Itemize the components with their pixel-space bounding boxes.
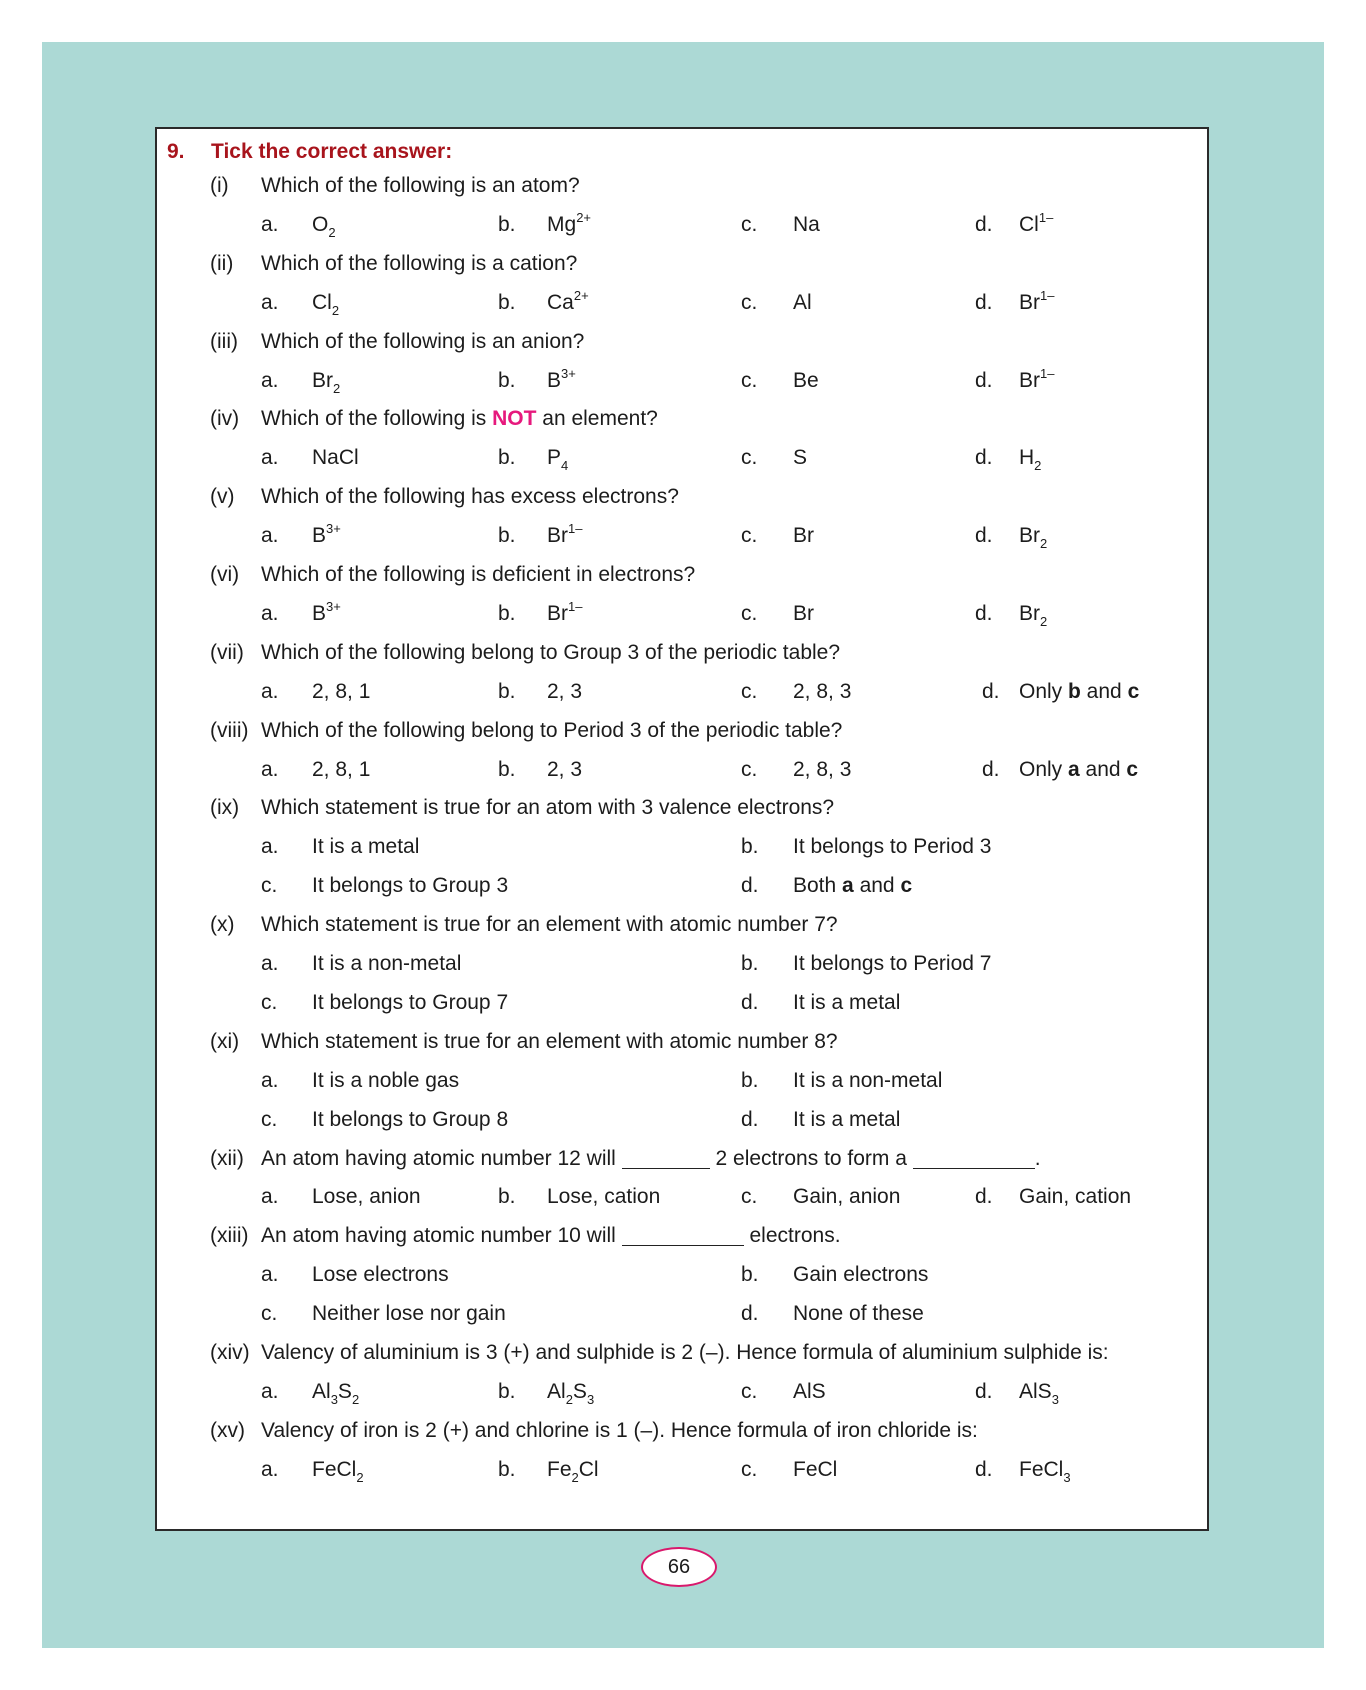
- option-letter: a.: [261, 1263, 279, 1287]
- option-text[interactable]: Br: [793, 524, 814, 548]
- option-text[interactable]: It is a noble gas: [312, 1068, 460, 1092]
- option-text[interactable]: $B^{3+}$: [312, 521, 341, 548]
- option-text[interactable]: Gain, anion: [793, 1185, 901, 1209]
- option-text[interactable]: S: [793, 446, 808, 470]
- option-text[interactable]: $Mg^{2+}$: [547, 209, 592, 236]
- option-text[interactable]: $Cl^{1-}$: [1019, 209, 1054, 236]
- option-text[interactable]: FeCl$_3$: [1019, 1457, 1071, 1485]
- options-row: [157, 599, 1207, 629]
- option-letter: a.: [261, 679, 279, 703]
- question-number: (x): [210, 913, 235, 937]
- option-text[interactable]: It belongs to Period 3: [793, 835, 992, 859]
- option-text[interactable]: It belongs to Period 7: [793, 952, 992, 975]
- question-number: (ix): [210, 796, 240, 820]
- option-text[interactable]: Al: [793, 290, 812, 314]
- options-row: [157, 949, 1207, 979]
- option-text[interactable]: Gain electrons: [793, 1263, 929, 1287]
- options-row: [157, 288, 1207, 318]
- option-letter: c.: [261, 1302, 278, 1326]
- option-text[interactable]: It belongs to Group 8: [312, 1107, 509, 1131]
- options-row: [157, 1299, 1207, 1329]
- option-text[interactable]: $H_2$: [1019, 446, 1042, 474]
- option-letter: c.: [261, 990, 278, 1014]
- option-letter: c.: [741, 212, 758, 236]
- question-number: (v): [210, 485, 235, 509]
- option-letter: b.: [741, 835, 759, 859]
- option-letter: a.: [261, 757, 279, 781]
- exercise-title: Tick the correct answer:: [211, 140, 453, 163]
- option-text[interactable]: AlS: [793, 1379, 826, 1403]
- option-text[interactable]: FeCl$_2$: [312, 1457, 364, 1485]
- exercise-number: 9.: [167, 140, 185, 163]
- question-number: (xiv): [210, 1341, 250, 1364]
- option-text[interactable]: Lose, anion: [312, 1185, 421, 1209]
- question-text: Which of the following is deficient in electrons?: [261, 563, 696, 586]
- option-letter: b.: [498, 290, 516, 314]
- option-letter: d.: [975, 601, 993, 625]
- option-text[interactable]: $B^{3+}$: [547, 365, 576, 392]
- option-letter: a.: [261, 952, 279, 975]
- option-text[interactable]: $Fe_2Cl$: [547, 1457, 599, 1485]
- option-text[interactable]: $P_4$: [547, 446, 569, 474]
- question-row: [157, 327, 1207, 357]
- option-text[interactable]: $Br^{1-}$: [1019, 287, 1055, 314]
- question-number: (xi): [210, 1029, 240, 1053]
- options-row: [157, 1105, 1207, 1135]
- option-text[interactable]: Neither lose nor gain: [312, 1302, 506, 1326]
- question-text: Which statement is true for an atom with 3 valence electrons?: [261, 796, 835, 820]
- option-letter: d.: [975, 446, 993, 470]
- question-number: (vi): [210, 563, 240, 586]
- option-text[interactable]: 2, 8, 1: [312, 679, 371, 703]
- option-letter: d.: [975, 290, 993, 314]
- option-text[interactable]: $Br^{1-}$: [547, 521, 583, 548]
- option-letter: d.: [741, 1302, 759, 1326]
- question-text: Which of the following belong to Group 3 of the periodic table?: [261, 640, 841, 664]
- question-number: (iii): [210, 329, 238, 353]
- option-letter: c.: [261, 874, 278, 898]
- options-row: [157, 210, 1207, 240]
- option-text[interactable]: $O_2$: [312, 212, 336, 240]
- option-letter: d.: [975, 1457, 993, 1481]
- question-row: [157, 1416, 1207, 1446]
- question-text: Which of the following has excess electrons?: [261, 485, 679, 509]
- question-row: [157, 249, 1207, 279]
- options-row: [157, 755, 1207, 785]
- page-number: 66: [641, 1547, 717, 1587]
- answer-blank[interactable]: [622, 1146, 710, 1169]
- options-row: [157, 1066, 1207, 1096]
- option-text[interactable]: 2, 3: [547, 757, 583, 781]
- option-text[interactable]: It belongs to Group 7: [312, 990, 509, 1014]
- option-text[interactable]: $Cl_2$: [312, 290, 340, 318]
- question-row: [157, 171, 1207, 201]
- question-text: Valency of aluminium is 3 (+) and sulphide is 2 (–). Hence formula of aluminium sulphide is:: [261, 1341, 1109, 1364]
- question-row: [157, 638, 1207, 668]
- option-letter: a.: [261, 524, 279, 548]
- question-text: Which of the following is NOT an element?: [261, 407, 658, 431]
- question-number: (iv): [210, 407, 240, 431]
- option-letter: b.: [498, 601, 516, 625]
- question-row: [157, 482, 1207, 512]
- option-text[interactable]: 2, 8, 3: [793, 757, 852, 781]
- option-letter: c.: [741, 757, 758, 781]
- question-text: Valency of iron is 2 (+) and chlorine is 1 (–). Hence formula of iron chloride is:: [261, 1418, 978, 1442]
- option-text[interactable]: Gain, cation: [1019, 1185, 1132, 1209]
- option-text[interactable]: $Br^{1-}$: [1019, 365, 1055, 392]
- option-letter: b.: [741, 1263, 759, 1287]
- question-number: (viii): [210, 718, 249, 742]
- option-letter: c.: [741, 679, 758, 703]
- option-text[interactable]: $Br_2$: [1019, 524, 1048, 552]
- option-letter: b.: [498, 212, 516, 236]
- option-text[interactable]: FeCl: [793, 1457, 838, 1481]
- option-text[interactable]: It is a metal: [793, 1107, 901, 1131]
- question-row: [157, 1027, 1207, 1057]
- question-text: An atom having atomic number 12 will 2 electrons to form a .: [261, 1146, 1041, 1170]
- options-row: [157, 832, 1207, 862]
- option-letter: d.: [741, 874, 759, 898]
- options-row: [157, 366, 1207, 396]
- options-row: [157, 1455, 1207, 1485]
- options-row: [157, 521, 1207, 551]
- question-text: Which of the following belong to Period 3 of the periodic table?: [261, 718, 843, 742]
- option-text[interactable]: Lose, cation: [547, 1185, 661, 1209]
- option-letter: a.: [261, 1068, 279, 1092]
- option-letter: a.: [261, 446, 279, 470]
- question-text: Which of the following is a cation?: [261, 251, 578, 275]
- question-row: [157, 1221, 1207, 1251]
- question-number: (xv): [210, 1418, 245, 1442]
- option-text[interactable]: Only b and c: [1019, 679, 1140, 703]
- option-letter: b.: [498, 446, 516, 470]
- option-letter: a.: [261, 290, 279, 314]
- option-text[interactable]: Lose electrons: [312, 1263, 449, 1287]
- option-letter: a.: [261, 835, 279, 859]
- option-letter: c.: [261, 1107, 278, 1131]
- question-number: (i): [210, 174, 229, 197]
- answer-blank[interactable]: [622, 1223, 744, 1246]
- option-letter: a.: [261, 601, 279, 625]
- question-row: [157, 404, 1207, 434]
- question-row: [157, 560, 1207, 590]
- option-text[interactable]: Be: [793, 368, 819, 392]
- question-text: Which of the following is an anion?: [261, 329, 585, 353]
- option-letter: d.: [975, 1185, 993, 1209]
- option-letter: d.: [975, 524, 993, 548]
- option-text[interactable]: $B^{3+}$: [312, 598, 341, 625]
- question-row: [157, 910, 1207, 940]
- options-row: [157, 1377, 1207, 1407]
- option-letter: c.: [741, 524, 758, 548]
- question-row: [157, 793, 1207, 823]
- options-row: [157, 443, 1207, 473]
- option-letter: a.: [261, 1457, 279, 1481]
- option-letter: d.: [741, 1107, 759, 1131]
- option-letter: c.: [741, 601, 758, 625]
- option-letter: c.: [741, 446, 758, 470]
- option-letter: d.: [975, 212, 993, 236]
- option-text[interactable]: $Ca^{2+}$: [547, 287, 589, 314]
- option-letter: b.: [741, 1068, 759, 1092]
- options-row: [157, 1182, 1207, 1212]
- question-number: (xii): [210, 1146, 244, 1170]
- emphasis-not: NOT: [492, 407, 537, 431]
- option-letter: b.: [741, 952, 759, 975]
- options-row: [157, 677, 1207, 707]
- option-text[interactable]: It is a non-metal: [312, 952, 462, 975]
- question-row: [157, 1338, 1207, 1368]
- option-letter: b.: [498, 1379, 516, 1403]
- option-letter: b.: [498, 368, 516, 392]
- option-text[interactable]: 2, 8, 3: [793, 679, 852, 703]
- option-letter: c.: [741, 290, 758, 314]
- option-text[interactable]: It belongs to Group 3: [312, 874, 509, 898]
- option-letter: d.: [982, 679, 1000, 703]
- option-letter: b.: [498, 524, 516, 548]
- option-letter: d.: [975, 368, 993, 392]
- option-letter: d.: [975, 1379, 993, 1403]
- option-text[interactable]: $Br_2$: [312, 368, 341, 396]
- question-number: (xiii): [210, 1224, 249, 1248]
- option-letter: a.: [261, 368, 279, 392]
- option-letter: c.: [741, 1457, 758, 1481]
- options-row: [157, 871, 1207, 901]
- option-letter: c.: [741, 1379, 758, 1403]
- option-text[interactable]: It is a non-metal: [793, 1068, 943, 1092]
- option-letter: a.: [261, 1379, 279, 1403]
- question-number: (ii): [210, 251, 234, 275]
- option-text[interactable]: Br: [793, 601, 814, 625]
- question-text: Which statement is true for an element with atomic number 8?: [261, 1029, 838, 1053]
- option-letter: b.: [498, 757, 516, 781]
- option-text[interactable]: AlS$_3$: [1019, 1379, 1059, 1407]
- option-text[interactable]: It is a metal: [793, 990, 901, 1014]
- option-letter: b.: [498, 1185, 516, 1209]
- question-row: [157, 716, 1207, 746]
- option-letter: c.: [741, 1185, 758, 1209]
- options-row: [157, 1260, 1207, 1290]
- question-text: Which of the following is an atom?: [261, 174, 580, 197]
- option-letter: d.: [741, 990, 759, 1014]
- option-text[interactable]: $Al_3S_2$: [312, 1379, 360, 1407]
- option-letter: d.: [982, 757, 1000, 781]
- option-text[interactable]: $Br_2$: [1019, 601, 1048, 629]
- answer-blank[interactable]: [913, 1146, 1035, 1169]
- option-letter: a.: [261, 1185, 279, 1209]
- question-number: (vii): [210, 640, 244, 664]
- exercise-box: [155, 127, 1209, 1531]
- option-text[interactable]: NaCl: [312, 446, 359, 470]
- option-text[interactable]: $Al_2S_3$: [547, 1379, 595, 1407]
- option-letter: b.: [498, 679, 516, 703]
- option-text[interactable]: 2, 3: [547, 679, 583, 703]
- option-text[interactable]: 2, 8, 1: [312, 757, 371, 781]
- option-letter: c.: [741, 368, 758, 392]
- option-letter: a.: [261, 212, 279, 236]
- option-letter: b.: [498, 1457, 516, 1481]
- option-text[interactable]: Na: [793, 212, 820, 236]
- option-text[interactable]: It is a metal: [312, 835, 420, 859]
- option-text[interactable]: Both a and c: [793, 874, 913, 898]
- option-text[interactable]: $Br^{1-}$: [547, 598, 583, 625]
- options-row: [157, 988, 1207, 1018]
- question-text: An atom having atomic number 10 will electrons.: [261, 1224, 841, 1248]
- question-row: [157, 1144, 1207, 1174]
- option-text[interactable]: None of these: [793, 1302, 924, 1326]
- question-text: Which statement is true for an element with atomic number 7?: [261, 913, 838, 937]
- option-text[interactable]: Only a and c: [1019, 757, 1139, 781]
